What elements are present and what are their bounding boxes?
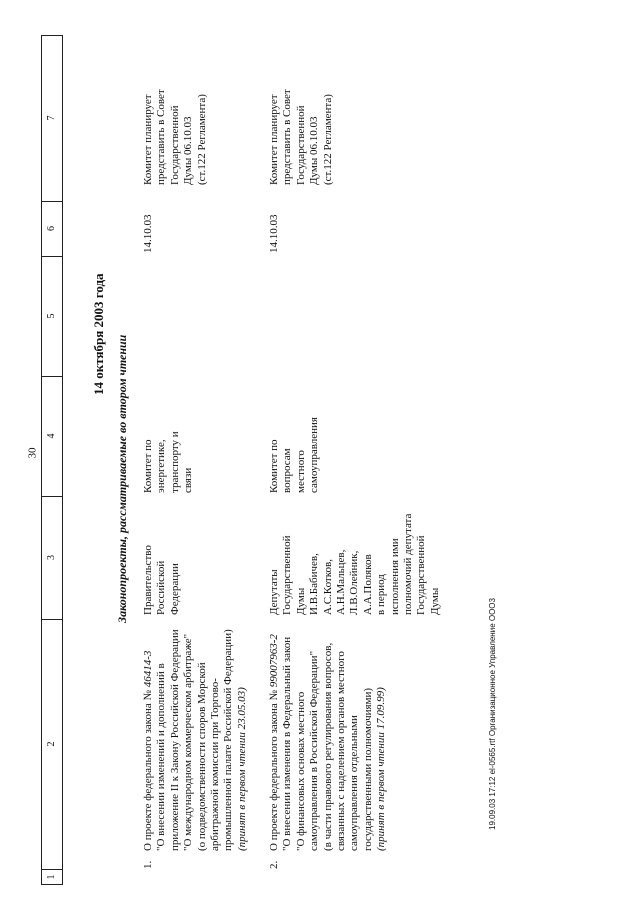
column-header-row xyxy=(41,35,63,885)
initiator: Депутаты Государственной Думы И.В.Бабичев, А.С.Котков, А.Н.Мальцев, Л.В.Олейник, А.А.Поляков в период исполнения ими полномочий депутата Государственной Думы xyxy=(268,513,441,615)
committee-note: Комитет планирует представить в Совет Государственной Думы 06.10.03 (ст.122 Регламента) xyxy=(142,89,208,185)
footer-text: 19.09.03 17:12 el-0565.rtf Организационное Управление ООО3 xyxy=(488,598,497,830)
consideration-date: 14.10.03 xyxy=(268,214,280,253)
consideration-date: 14.10.03 xyxy=(142,214,154,253)
bill-line: приложение II к Закону Российской Федерации xyxy=(168,629,181,851)
bill-line: "О финансовых основах местного xyxy=(294,691,307,851)
bill-line: самоуправления в Российской Федерации" xyxy=(308,650,321,851)
bill-description xyxy=(142,611,249,851)
column-number: 7 xyxy=(42,35,62,202)
row-number: 1. xyxy=(142,860,154,869)
bill-line: (о подведомственности споров Морской xyxy=(195,662,208,851)
bill-line: О проекте федерального закона № 46414-3 xyxy=(142,650,154,851)
bill-line: "О внесении изменения в Федеральный закон xyxy=(281,636,294,851)
section-title: Законопроекты, рассматриваемые во втором чтении xyxy=(115,334,129,623)
bill-line: связанных с наделением органов местного xyxy=(335,651,348,851)
bill-line: арбитражной комиссии при Торгово- xyxy=(209,678,222,851)
bill-line: государственными полномочиями) xyxy=(361,687,374,851)
bill-line: "О внесении изменений и дополнений в xyxy=(155,663,168,851)
bill-line: О проекте федерального закона № 99007963-2 xyxy=(268,634,280,851)
first-reading-note: (принят в первом чтении 17.09.99) xyxy=(375,687,388,851)
bill-line: "О международном коммерческом арбитраже" xyxy=(182,633,195,851)
committee-note: Комитет планирует представить в Совет Государственной Думы 06.10.03 (ст.122 Регламента) xyxy=(268,89,334,185)
column-number: 6 xyxy=(42,201,62,257)
row-number: 2. xyxy=(268,860,280,869)
responsible-committee: Комитет по энергетике, транспорту и связи xyxy=(142,431,195,493)
rotated-page xyxy=(41,15,621,885)
bill-line: самоуправления отдельными xyxy=(348,715,361,851)
initiator: Правительство Российской Федерации xyxy=(142,545,181,615)
bill-ref-number: 46414-3 xyxy=(142,650,154,688)
bill-description xyxy=(268,611,389,851)
session-date-title: 14 октября 2003 года xyxy=(91,273,106,395)
column-number: 5 xyxy=(42,256,62,377)
bill-line: (в части правового регулирования вопросов, xyxy=(321,642,334,851)
column-number: 1 xyxy=(46,874,57,880)
page-number: 30 xyxy=(26,447,39,459)
column-number: 3 xyxy=(42,496,62,620)
responsible-committee: Комитет по вопросам местного самоуправления xyxy=(268,417,321,493)
first-reading-note: (принят в первом чтении 23.05.03) xyxy=(235,687,248,851)
bill-ref-number: 99007963-2 xyxy=(268,634,280,688)
column-number: 2 xyxy=(42,619,62,870)
bill-line: промышленной палате Российской Федерации) xyxy=(222,629,235,851)
column-number: 4 xyxy=(42,376,62,497)
